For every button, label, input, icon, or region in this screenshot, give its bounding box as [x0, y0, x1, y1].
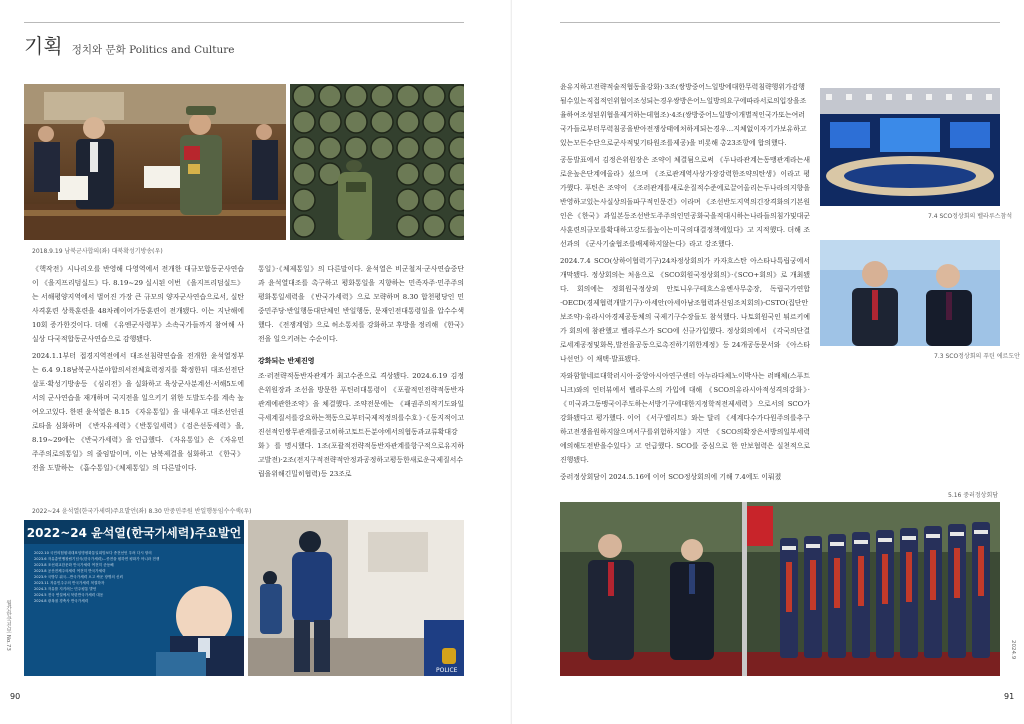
poster-item: 2023.9 국방부 위국…반국가세력 오고 싸운 장병의 신뢰 — [34, 575, 123, 579]
paragraph: 중러정상회담이 2024.5.16에 이어 SCO정상회의에 기해 7.4에도 이뤄졌 — [560, 473, 782, 481]
paragraph: 공동발표에서 김정은위원장은 조약이 체결됨으로써 《두나라관계는동맹관계라는새로운높은단계에올라》섰으며 《조로관계역사상가장강력한조약의탄생》이라고 평가했다. 푸틴은 조약이 《조러관계를새로운질적수준에로끌어올리는두나라의지향을반영하고있는사실상의돌파구적인문건》이라며 《조선반도지역의긴장격화의기본원인은《한국》과일본등조선반도주주의인민공화국을적대시하는나라들의침가및대군사훈련의규모를확대하고강도를높이는미국의대결정책에있다》고 지적했다. 더해 조선과의 《군사기술협조를배제하지않는다》라고 강조했다. — [560, 156, 810, 248]
photo-loudspeakers-image — [290, 84, 464, 240]
photo-police-raid-image — [248, 520, 464, 676]
photo-loudspeakers — [290, 84, 464, 240]
photo-military-agreement — [24, 84, 286, 240]
caption-photo2: 2022~24 윤석열(한국가세력)주요발언(좌) 8.30 만중민주원 반일행동임수수색(우) — [32, 508, 252, 515]
left-vertical-footer: 월간한국진보 No.73 — [5, 600, 11, 651]
poster-item: 2024.8 광복절 경축사 반국가세력 — [34, 599, 89, 603]
poster-item: 2023.8 조선대교한문화 반국가세력 여전히 준동해 — [34, 563, 114, 567]
caption-photo3: 7.4 SCO정상회의 벨라루스참석 — [928, 213, 1013, 220]
poster-item: 2023.6 자유총연맹창립기념식(한국가세력)…종전을 원하면 평화가 아니라 전쟁 — [34, 557, 160, 561]
paragraph: 《핵작전》시나리오를 반영해 다영역에서 전개한 대규모합동군사연습이 《을지프리덤실드》다. 8.19~29 실시된 이번 《을지프리덤실드》는 서해평양지역에서 벌어진 가장 큰 규모의 양자군사연습으로서, 실탄사격훈련 상륙훈련을 48차례이어가동훈련이 전개됐다. 이는 지난해에 10회 증가한것이다. 더해 《유엔군사령부》소속국가들까지 참여해 사실상 다국적합동군사연습으로 감행됐다. — [32, 265, 244, 343]
photo-military-agreement-image — [24, 84, 286, 240]
body-column-3 — [560, 80, 810, 488]
paragraph: 자와함할네르대학러시아·중앙아시아연구센터 아누라다체노이박사는 러배체(스푸트니크)와의 인터뷰에서 벨라루스의 가입에 대해 《SCO의유라시아적성격의강화》·《미국과그동맹국이주도하는서방기구에대한지정학적전제세력》으로서의 SCO가 강화됐다고 평가했다. 이어 《서구엘리트》와는 달리 《세계다수가다원주의를추구하고전쟁을원하지않으며서구를위험하지않》지만 《SCO의확장은서방의일부세력에의해도전받을수있다》고 언급했다. SCO를 중심으로 한 안보협력은 실천적으로 진행됐다. — [560, 372, 810, 464]
poster-item: 2024.5 전국 연설에서 북한반국가세력 대응 — [34, 593, 104, 597]
right-vertical-footer: 2024.9 — [1010, 640, 1016, 660]
photo-sco-summit-image — [820, 88, 1000, 206]
paragraph: 2024.7.4 SCO(상하이협력기구)24차정상회의가 카자흐스탄 아스타나특립궁에서 개막됐다. 정상회의는 처음으로 《SCO회원국정상회의》·《SCO+회의》로 개최됐다. 회의에는 정회원국정상외 안토니우구테흐스유엔사무총장, 독립국가연합·OECD(경제협력개발기구)·아세안(아세아남조협력과신임조치회의)·CSTO(집단안보조약)·유라시아경제공동체의 국제기구수장들도 참석했다. 나토회원국인 튀르키예가 회의에 참관했고 벨라루스가 SCO에 신규가입했다. 정상회의에서 《각국의단결로세계공정및화목,발전을공동으로촉진하기위한계정》등 24개공동문서와 《아스타나선언》이 채택·발표됐다. — [560, 257, 810, 363]
photo-speech-poster — [24, 520, 244, 676]
caption-photo5: 5.16 중러정상회담 — [948, 492, 999, 499]
body-column-1 — [32, 262, 244, 492]
body-column-2 — [258, 262, 464, 492]
police-badge-text: POLICE — [436, 667, 458, 674]
paragraph: 통일》·《체제통일》의 다른말이다. 윤석열은 비군철저·군사연습중단과 윤석열대조를 촉구하고 평화통일을 지향하는 민족자주·민주주의평화통일세력을 《반국가세력》으로 모략하며 8.30 합천평당인 민중민주당·반일행동대단체인 반일행동, 문재인전대통령일을 압수수색했다. 《전쟁계엄》으로 허소통치를 강화하고 후방을 정리해 《한국》전을 일으키려는 수순이다. — [258, 265, 464, 343]
page-number-right: 91 — [1004, 692, 1015, 701]
page-number-left: 90 — [10, 692, 21, 701]
right-page — [512, 0, 1024, 724]
poster-list — [34, 550, 184, 604]
photo-police-raid — [248, 520, 464, 676]
poster-item: 2023.8 공산전체주의세력 여전히 반국가세력 — [34, 569, 106, 573]
section-subtitle: 정치와 문화 Politics and Culture — [71, 44, 235, 56]
section-header — [24, 30, 234, 59]
subheading: 강화되는 반제진영 — [258, 357, 315, 365]
photo-china-russia-summit-image — [560, 502, 1000, 676]
poster-item: 2024.3 자유를 지키려는 민주평통 발언 — [34, 587, 97, 591]
caption-photo4: 7.3 SCO정상회의 푸틴 에르도안 — [934, 353, 1020, 360]
poster-title: 2022~24 윤석열(한국가세력)주요발언 — [26, 526, 242, 540]
caption-photo1: 2018.9.19 남북군사합의(좌) 대북확성기방송(우) — [32, 248, 163, 255]
photo-china-russia-summit — [560, 502, 1000, 676]
poster-item: 2023.11 자유민주주의 반국가세력 척결하자 — [34, 581, 105, 585]
photo-sco-summit — [820, 88, 1000, 206]
top-rule — [24, 22, 464, 23]
photo-putin-erdogan — [820, 240, 1000, 346]
poster-item: 2022.10 국민의힘원내대표임명평화통일희망보다 종전선언 우려 다시 항의 — [34, 551, 152, 555]
paragraph: 조·러전략적동반자관계가 최고수준으로 격상됐다. 2024.6.19 김정은위원장과 조선을 방문한 푸틴러대통령이 《포괄적인전략적동반자관계에관한조약》을 체결했다. 조약전문에는 《패권주의적기도와일극세계질서를강요하는책동으로부터국제적정의를수호》·《동지적이고진선적인쌍무관계를공고히하고토트든분야에서의협동과교류확대강화》를 명시했다. 1조(포괄적전략적동반자관계를항구적으로유지하고발전)·2조(전지구적전략적안정과공정하고평등한새로운국제질서수립을위해긴밀히협력)등 23조로 — [258, 372, 464, 478]
paragraph: 윤유지하고전략적술적협동을강화)·3조(쌍방중어느일방에대한무력침략행위가감행될수있는직접적인위협이조성되는경우쌍방은어느일방의요구에따라서로의입장을조율하여조성된위협을제거하는데협조)·4조(쌍방중어느일방이개별적인국가또는여러국가들로부터무력침공을받아전쟁상태에처하게되는경우…지체없이자기가보유하고있는모든수단으로군사적및기타원조를제공)을 비롯해 총23조항에 합의했다. — [560, 83, 807, 147]
photo-putin-erdogan-image — [820, 240, 1000, 346]
top-rule — [560, 22, 1000, 23]
paragraph: 2024.1.1부터 접경지역전에서 대조선침략연습을 전개한 윤석열정부는 6.4 9.18남북군사분야합의서전체효력정지를 확정한뒤 대조선전단살포·확성기방송등 《심리전》을 실화하고 육상군사분계선·서해5도에서의 군사연습을 재개하며 국지전을 일으키기 위한 도발도수를 계속 높여오고있다. 한편 윤석열은 8.15 《자유통일》을 내세우고 대조선인권로타을 심화하며 《반자유세력》《반통일세력》《검은선동세력》을, 8.19~29에는 《반국가세력》을 언급했다. 《자유통일》은 《자유민주주의로의통일》의 줄임말이며, 이는 남북제결을 심화하고 《한국》전을 도발하는 《흡수통일》·《체제통일》의 다른말이다. — [32, 352, 244, 472]
section-title: 기획 — [24, 34, 63, 58]
